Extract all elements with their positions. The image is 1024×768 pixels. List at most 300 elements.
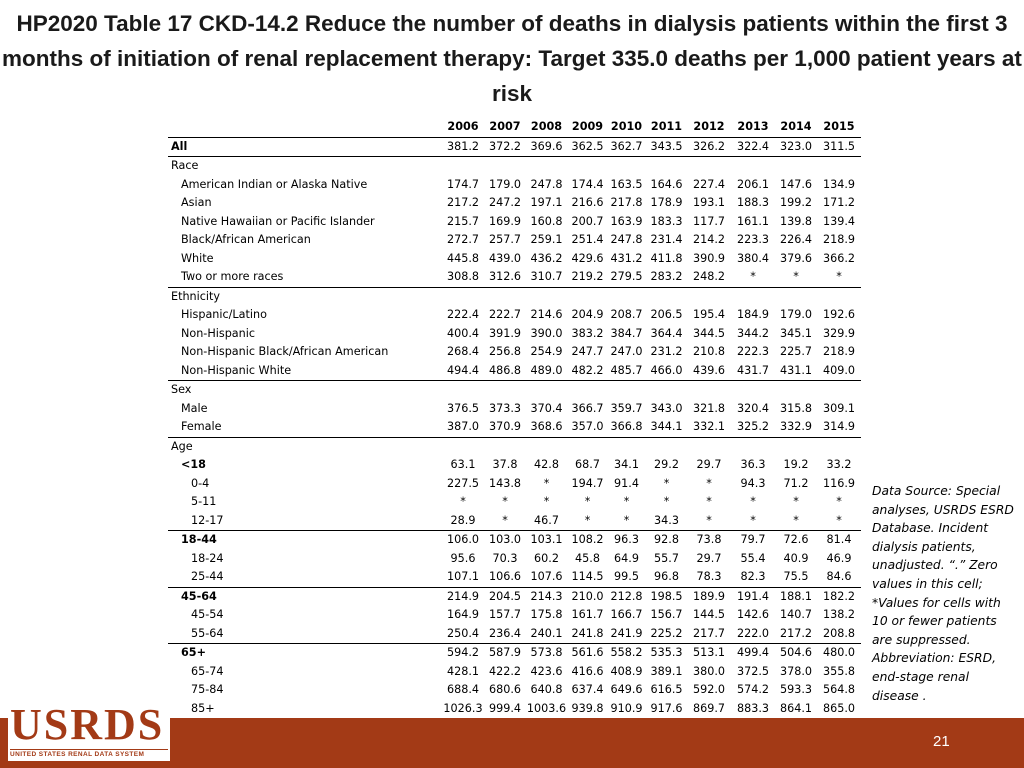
table-cell: 225.7	[779, 345, 813, 359]
table-cell: 369.6	[525, 137, 568, 157]
table-cell: 431.1	[775, 362, 817, 381]
table-cell: 883.3	[731, 700, 775, 719]
table-cell: 55.4	[740, 551, 766, 565]
table-cell: 372.2	[485, 137, 525, 157]
table-cell: 160.8	[530, 214, 563, 228]
table-cell: *	[623, 495, 630, 509]
row-label: 75-84	[191, 683, 224, 697]
table-cell: 240.1	[525, 625, 568, 644]
table-cell: 91.4	[614, 476, 639, 490]
table-cell	[441, 287, 485, 306]
table-cell: 344.2	[736, 326, 770, 340]
table-cell	[731, 381, 775, 400]
table-cell: 174.7	[446, 177, 480, 191]
table-cell: 71.2	[783, 476, 809, 490]
table-cell: 174.4	[571, 177, 604, 191]
table-cell: 227.5	[446, 476, 480, 490]
row-label: Native Hawaiian or Pacific Islander	[181, 214, 375, 228]
table-cell	[731, 157, 775, 176]
table-cell: *	[502, 495, 508, 509]
table-cell: 92.8	[654, 533, 679, 547]
table-cell: 573.8	[530, 646, 563, 660]
table-cell: *	[485, 512, 525, 531]
table-cell	[687, 381, 731, 400]
table-cell: 323.0	[775, 137, 817, 157]
table-row	[168, 456, 861, 475]
table-row	[168, 194, 861, 213]
table-cell: 574.2	[736, 683, 770, 697]
table-cell: 325.2	[731, 418, 775, 437]
table-cell: 504.6	[779, 646, 813, 660]
table-cell: 226.4	[779, 233, 813, 247]
table-cell: 429.6	[571, 251, 604, 265]
table-cell: 206.1	[736, 177, 770, 191]
table-cell	[646, 437, 687, 456]
table-cell: 366.7	[571, 401, 604, 415]
table-cell: 344.1	[646, 418, 687, 437]
table-row	[168, 157, 861, 176]
table-cell: 106.6	[485, 568, 525, 587]
table-cell: 178.9	[650, 196, 683, 210]
table-cell: 212.8	[610, 589, 643, 603]
table-cell: 480.0	[822, 646, 856, 660]
table-row	[168, 512, 861, 531]
table-cell: 199.2	[779, 196, 813, 210]
table-cell: 640.8	[530, 683, 563, 697]
row-label: American Indian or Alaska Native	[181, 177, 368, 191]
table-cell	[441, 157, 485, 176]
table-cell: 139.4	[822, 214, 856, 228]
row-label: <18	[181, 458, 206, 472]
row-label: All	[168, 137, 441, 157]
table-row	[168, 550, 861, 569]
table-cell	[485, 437, 525, 456]
year-header: 2015	[817, 118, 861, 137]
table-cell	[817, 287, 861, 306]
table-cell: *	[775, 268, 817, 287]
row-label: Two or more races	[168, 268, 441, 287]
row-label: Non-Hispanic White	[168, 362, 441, 381]
table-cell: 140.7	[779, 608, 813, 622]
table-cell: 231.4	[650, 233, 683, 247]
table-cell: 219.2	[568, 268, 607, 287]
table-cell	[485, 381, 525, 400]
table-cell: 28.9	[441, 512, 485, 531]
table-cell	[441, 381, 485, 400]
table-cell: 322.4	[731, 137, 775, 157]
table-cell: 439.0	[488, 251, 522, 265]
table-cell: 184.9	[736, 308, 770, 322]
table-cell: 217.2	[775, 625, 817, 644]
table-row	[168, 400, 861, 419]
table-cell: 29.7	[696, 458, 722, 472]
table-cell	[687, 287, 731, 306]
table-cell	[646, 381, 687, 400]
table-row	[168, 213, 861, 232]
table-cell: 999.4	[485, 700, 525, 719]
table-cell: 138.2	[822, 608, 856, 622]
table-cell: 332.9	[775, 418, 817, 437]
table-cell: 485.7	[607, 362, 646, 381]
table-cell: 183.3	[650, 214, 683, 228]
table-cell	[646, 287, 687, 306]
table-cell: 390.9	[692, 251, 726, 265]
table-cell: 45.8	[575, 551, 600, 565]
row-label: 65+	[181, 646, 206, 660]
logo-subtitle: UNITED STATES RENAL DATA SYSTEM	[10, 749, 168, 758]
table-cell: 256.8	[488, 345, 522, 359]
table-cell: 147.6	[779, 177, 813, 191]
table-cell: 466.0	[646, 362, 687, 381]
table-cell: 499.4	[736, 646, 770, 660]
table-cell: 189.9	[692, 589, 726, 603]
table-cell: 231.2	[650, 345, 683, 359]
table-cell: 389.1	[650, 664, 683, 678]
table-cell: *	[731, 268, 775, 287]
table-cell: 391.9	[488, 326, 522, 340]
table-cell: 489.0	[525, 362, 568, 381]
table-cell: 869.7	[687, 700, 731, 719]
table-cell	[607, 381, 646, 400]
table-cell: 380.4	[736, 251, 770, 265]
table-cell: 216.6	[571, 196, 604, 210]
table-cell: 114.5	[568, 568, 607, 587]
table-row	[168, 531, 861, 550]
table-cell: 257.7	[488, 233, 522, 247]
table-cell: 34.1	[614, 458, 639, 472]
table-cell: 321.8	[692, 401, 726, 415]
table-cell: 366.8	[607, 418, 646, 437]
table-row	[168, 250, 861, 269]
table-cell: 422.2	[488, 664, 522, 678]
table-cell: *	[817, 512, 861, 531]
table-cell: 204.5	[488, 589, 522, 603]
row-label: Non-Hispanic	[181, 326, 255, 340]
table-cell: 46.9	[826, 551, 852, 565]
table-cell: 494.4	[441, 362, 485, 381]
table-cell: 390.0	[530, 326, 563, 340]
year-header: 2014	[775, 118, 817, 137]
table-cell: 343.0	[650, 401, 683, 415]
table-cell	[775, 437, 817, 456]
table-cell	[568, 437, 607, 456]
table-cell: 214.3	[530, 589, 563, 603]
table-cell: 343.5	[646, 137, 687, 157]
table-cell: 188.3	[736, 196, 770, 210]
table-cell: 411.8	[650, 251, 683, 265]
logo-wordmark: USRDS	[10, 700, 165, 749]
table-cell: 84.6	[817, 568, 861, 587]
table-cell: 416.6	[571, 664, 604, 678]
table-cell: 345.1	[779, 326, 813, 340]
table-cell: 64.9	[614, 551, 639, 565]
table-cell: 439.6	[687, 362, 731, 381]
table-cell: 227.4	[692, 177, 726, 191]
table-cell: 218.9	[822, 233, 856, 247]
table-cell: 103.0	[488, 533, 522, 547]
table-cell: 198.5	[650, 589, 683, 603]
table-cell: 68.7	[575, 458, 600, 472]
table-cell: 311.5	[817, 137, 861, 157]
table-cell: *	[706, 495, 712, 509]
table-cell: 46.7	[525, 512, 568, 531]
table-cell: 431.2	[610, 251, 643, 265]
year-header: 2007	[485, 118, 525, 137]
table-cell: 236.4	[485, 625, 525, 644]
row-label: 0-4	[191, 476, 210, 490]
table-cell: 864.1	[775, 700, 817, 719]
table-cell	[525, 381, 568, 400]
table-cell: 309.1	[822, 401, 856, 415]
table-body	[168, 137, 861, 719]
table-cell	[775, 287, 817, 306]
table-cell: 649.6	[610, 683, 643, 697]
table-cell: 55.7	[654, 551, 679, 565]
table-cell: 373.3	[488, 401, 522, 415]
table-cell: 94.3	[740, 476, 766, 490]
table-row	[168, 137, 861, 157]
table-cell: 29.7	[696, 551, 722, 565]
table-cell: 247.2	[488, 196, 522, 210]
row-label: Age	[171, 439, 193, 453]
table-cell	[687, 157, 731, 176]
table-cell: *	[543, 495, 550, 509]
table-cell: 208.8	[817, 625, 861, 644]
table-cell: *	[775, 512, 817, 531]
table-cell: 308.8	[441, 268, 485, 287]
table-cell: 616.5	[650, 683, 683, 697]
table-cell: 156.7	[650, 608, 683, 622]
table-cell: 95.6	[450, 551, 476, 565]
table-row	[168, 176, 861, 195]
year-header: 2011	[646, 118, 687, 137]
table-cell: *	[731, 512, 775, 531]
table-cell: 482.2	[568, 362, 607, 381]
table-cell: 222.3	[736, 345, 770, 359]
table-cell: 593.3	[779, 683, 813, 697]
table-cell: 368.6	[525, 418, 568, 437]
table-cell: 362.5	[568, 137, 607, 157]
table-cell: 75.5	[775, 568, 817, 587]
table-cell: 865.0	[817, 700, 861, 719]
table-cell: 408.9	[610, 664, 643, 678]
table-cell: 250.4	[441, 625, 485, 644]
table-row	[168, 625, 861, 644]
table-row	[168, 606, 861, 625]
row-label: Asian	[181, 196, 212, 210]
table-cell	[731, 287, 775, 306]
table-cell: 222.0	[731, 625, 775, 644]
table-cell: 40.9	[783, 551, 809, 565]
table-cell: 161.1	[736, 214, 770, 228]
table-cell: 63.1	[450, 458, 476, 472]
table-cell	[775, 157, 817, 176]
table-cell: 535.3	[650, 646, 683, 660]
table-cell: 33.2	[826, 458, 852, 472]
table-cell: 42.8	[534, 458, 559, 472]
table-cell: *	[750, 495, 756, 509]
table-cell: 166.7	[610, 608, 643, 622]
row-label: 25-44	[168, 568, 441, 587]
table-cell: 283.2	[646, 268, 687, 287]
table-cell: 78.3	[687, 568, 731, 587]
table-cell: 37.8	[492, 458, 518, 472]
table-cell: 384.7	[610, 326, 643, 340]
table-cell: 197.1	[530, 196, 563, 210]
table-cell: 592.0	[692, 683, 726, 697]
table-cell: 60.2	[534, 551, 559, 565]
table-row	[168, 587, 861, 606]
row-label: Hispanic/Latino	[181, 308, 267, 322]
table-cell: 34.3	[646, 512, 687, 531]
table-cell: *	[543, 476, 550, 490]
table-cell: 344.5	[692, 326, 726, 340]
table-cell: 355.8	[822, 664, 856, 678]
table-cell: 193.1	[692, 196, 726, 210]
row-label: Sex	[171, 383, 192, 397]
table-cell: 163.5	[610, 177, 643, 191]
table-header-row	[168, 118, 861, 137]
table-cell: 217.8	[610, 196, 643, 210]
table-cell: 558.2	[610, 646, 643, 660]
row-label: Non-Hispanic Black/African American	[181, 345, 389, 359]
table-cell: 320.4	[736, 401, 770, 415]
table-cell: 82.3	[731, 568, 775, 587]
table-cell: 380.0	[692, 664, 726, 678]
table-cell: 379.6	[779, 251, 813, 265]
table-row	[168, 493, 861, 512]
table-cell: 486.8	[485, 362, 525, 381]
table-cell: 387.0	[441, 418, 485, 437]
row-label: 5-11	[191, 495, 217, 509]
table-cell	[817, 381, 861, 400]
table-cell: *	[687, 512, 731, 531]
table-cell: *	[663, 476, 670, 490]
table-cell: 561.6	[571, 646, 604, 660]
table-cell: 99.5	[607, 568, 646, 587]
table-cell: 188.1	[779, 589, 813, 603]
table-cell: 314.9	[817, 418, 861, 437]
table-cell: 70.3	[492, 551, 518, 565]
row-label: Black/African American	[181, 233, 311, 247]
table-cell: 423.6	[530, 664, 563, 678]
table-cell: 217.2	[446, 196, 480, 210]
table-cell: 161.7	[571, 608, 604, 622]
row-label: 12-17	[168, 512, 441, 531]
table-cell: 436.2	[530, 251, 563, 265]
table-cell	[646, 157, 687, 176]
table-cell: 247.0	[610, 345, 643, 359]
year-header: 2006	[441, 118, 485, 137]
table-cell	[568, 381, 607, 400]
table-cell: 194.7	[571, 476, 604, 490]
table-row	[168, 362, 861, 381]
table-cell: 215.7	[446, 214, 480, 228]
table-row	[168, 231, 861, 250]
table-cell: 372.5	[736, 664, 770, 678]
table-cell: 117.7	[692, 214, 726, 228]
table-cell: 268.4	[446, 345, 480, 359]
year-header: 2010	[607, 118, 646, 137]
table-cell: 366.2	[822, 251, 856, 265]
table-cell: 326.2	[687, 137, 731, 157]
table-cell: 171.2	[822, 196, 856, 210]
table-cell: 247.8	[610, 233, 643, 247]
deaths-table	[168, 118, 861, 719]
table-cell: 222.4	[446, 308, 480, 322]
table-cell: 164.9	[446, 608, 480, 622]
table-cell: 910.9	[607, 700, 646, 719]
year-header: 2013	[731, 118, 775, 137]
row-label: Male	[181, 401, 208, 415]
table-cell: 329.9	[822, 326, 856, 340]
table-cell: *	[793, 495, 799, 509]
table-cell: 217.7	[687, 625, 731, 644]
table-cell: 206.5	[650, 308, 683, 322]
row-label: Race	[171, 159, 199, 173]
table-cell: 310.7	[525, 268, 568, 287]
table-cell: 376.5	[446, 401, 480, 415]
table-cell: 428.1	[446, 664, 480, 678]
row-label: 65-74	[191, 664, 224, 678]
table-cell: 107.6	[525, 568, 568, 587]
table-cell: 247.8	[530, 177, 563, 191]
table-cell	[731, 437, 775, 456]
table-cell: 179.0	[488, 177, 522, 191]
table-cell: *	[607, 512, 646, 531]
table-cell	[441, 437, 485, 456]
table-row	[168, 700, 861, 719]
table-cell: 72.6	[783, 533, 809, 547]
table-cell	[817, 157, 861, 176]
table-cell	[775, 381, 817, 400]
table-cell: 191.4	[736, 589, 770, 603]
table-cell: 222.7	[488, 308, 522, 322]
row-label: White	[181, 251, 214, 265]
slide-title: HP2020 Table 17 CKD-14.2 Reduce the number of deaths in dialysis patients within the first 3 months of initiation of renal replacement therapy: Target 335.0 deaths per 1,000 patient years at risk	[2, 11, 1022, 106]
table-cell: 210.8	[692, 345, 726, 359]
table-cell: 218.9	[822, 345, 856, 359]
table-cell: 359.7	[610, 401, 643, 415]
table-cell: 259.1	[530, 233, 563, 247]
table-row	[168, 268, 861, 287]
row-label: 55-64	[168, 625, 441, 644]
table-cell: 251.4	[571, 233, 604, 247]
row-label: 18-24	[191, 551, 224, 565]
year-header: 2012	[687, 118, 731, 137]
table-cell: 409.0	[817, 362, 861, 381]
row-label: 45-54	[191, 608, 224, 622]
table-cell: 431.7	[731, 362, 775, 381]
table-cell: 195.4	[692, 308, 726, 322]
table-cell: 637.4	[571, 683, 604, 697]
row-label: 45-64	[181, 589, 217, 603]
table-cell: 241.8	[568, 625, 607, 644]
table-row	[168, 663, 861, 682]
table-cell: 315.8	[779, 401, 813, 415]
table-cell: 175.8	[530, 608, 563, 622]
table-cell	[485, 157, 525, 176]
table-cell	[525, 157, 568, 176]
table-cell: 332.1	[687, 418, 731, 437]
table-cell: 192.6	[822, 308, 856, 322]
table-cell: *	[706, 476, 712, 490]
table-row	[168, 681, 861, 700]
table-cell: 73.8	[696, 533, 722, 547]
table-cell: 587.9	[488, 646, 522, 660]
table-cell: 204.9	[571, 308, 604, 322]
table-cell	[607, 157, 646, 176]
